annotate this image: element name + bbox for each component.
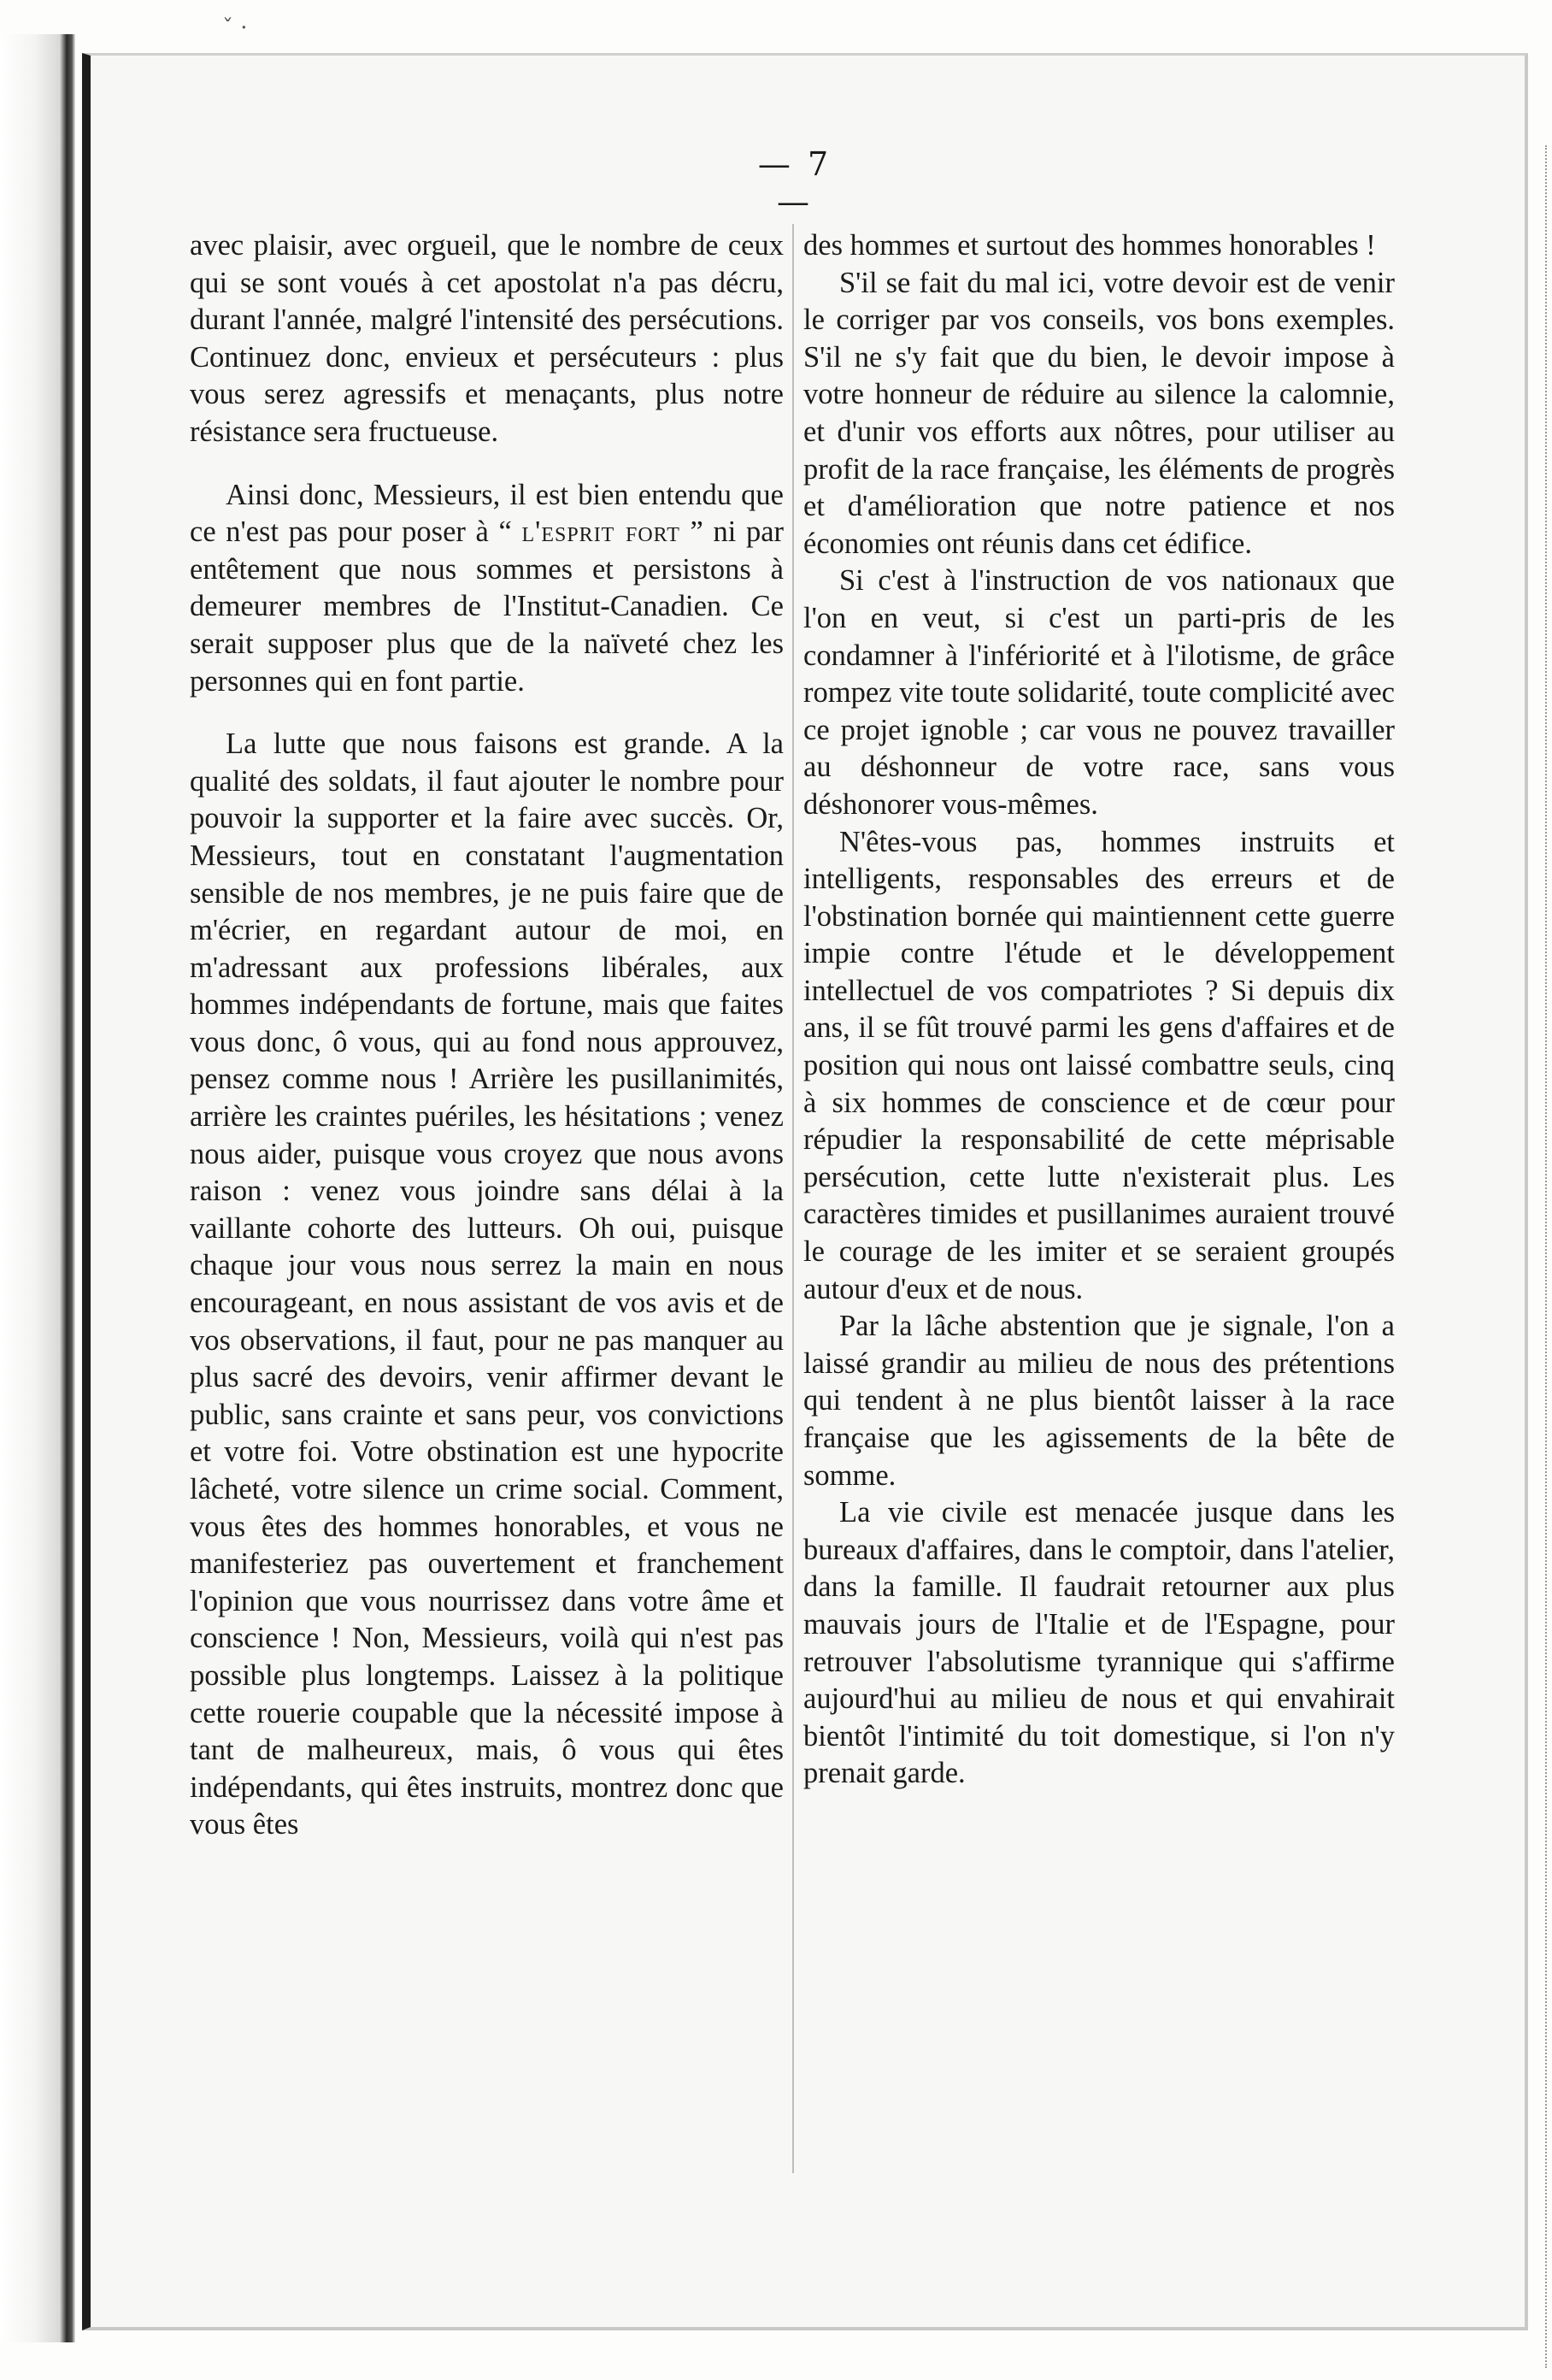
small-caps-phrase: l'esprit fort bbox=[521, 515, 680, 549]
paragraph-text: ” ni par entêtement que nous sommes et persistons à demeurer membres de l'Institut-Canadien. Ce serait supposer plus que de la naïveté chez les personnes qui en font partie. bbox=[190, 515, 784, 698]
paragraph: S'il se fait du mal ici, votre devoir est de venir le corriger par vos conseils, vos bons exemples. S'il ne s'y fait que du bien, le devoir impose à votre honneur de réduire au silence la calomnie, et d'unir vos efforts aux nôtres, pour utiliser au profit de la race française, les éléments de progrès et d'amélioration que notre patience et nos économies ont réunis dans cet édifice. bbox=[803, 266, 1395, 560]
paragraph-continued: avec plaisir, avec orgueil, que le nombre de ceux qui se sont voués à cet apostolat n'a pas décru, durant l'année, malgré l'intensité des persécutions. Continuez donc, envieux et persécuteurs : plus vous serez agressifs et menaçants, plus notre résistance sera fructueuse. bbox=[190, 229, 784, 448]
page-number: — 7 — bbox=[757, 145, 832, 221]
column-divider bbox=[792, 224, 794, 2173]
paragraph: La vie civile est menacée jusque dans les bureaux d'affaires, dans le comptoir, dans l'atelier, dans la famille. Il faudrait retourner aux plus mauvais jours de l'Italie et de l'Espagne, pour retrouver l'absolutisme tyrannique qui s'affirme aujourd'hui au milieu de nous et qui envahirait bientôt l'intimité du toit domestique, si l'on n'y prenait garde. bbox=[803, 1496, 1395, 1790]
paragraph-continued: des hommes et surtout des hommes honorables ! bbox=[803, 229, 1376, 262]
facing-page-edge bbox=[0, 34, 75, 2342]
scan-speck: ˇ · bbox=[222, 15, 248, 41]
left-text-column bbox=[190, 227, 784, 1844]
paragraph bbox=[190, 477, 784, 701]
paragraph: Par la lâche abstention que je signale, l'on a laissé grandir au milieu de nous des prétentions qui tendent à ne plus bientôt laisser à la race française que les agissements de la bête de somme. bbox=[803, 1310, 1395, 1492]
right-text-column bbox=[803, 227, 1395, 1793]
paragraph: La lutte que nous faisons est grande. A la qualité des soldats, il faut ajouter le nombre pour pouvoir la supporter et la faire avec succès. Or, Messieurs, tout en constatant l'augmentation sensible de nos membres, je ne puis faire que de m'écrier, en regardant autour de moi, en m'adressant aux professions libérales, aux hommes indépendants de fortune, mais que faites vous donc, ô vous, qui au fond nous approuvez, pensez comme nous ! Arrière les pusillanimités, arrière les craintes puériles, les hésitations ; venez nous aider, puisque vous croyez que nous avons raison : venez vous joindre sans délai à la vaillante cohorte des lutteurs. Oh oui, puisque chaque jour vous nous serrez la main en nous encourageant, en nous assistant de vos avis et de vos observations, il faut, pour ne pas manquer au plus sacré des devoirs, venir affirmer devant le public, sans crainte et sans peur, vos convictions et votre foi. Votre obstination est une hypocrite lâcheté, votre silence un crime social. Comment, vous êtes des hommes honorables, et vous ne manifesteriez pas ouvertement et franchement l'opinion que vous nourrissez dans votre âme et conscience ! Non, Messieurs, voilà qui n'est pas possible plus longtemps. Laissez à la politique cette rouerie coupable que la nécessité impose à tant de malheureux, mais, ô vous qui êtes indépendants, qui êtes instruits, montrez donc que vous êtes bbox=[190, 728, 784, 1841]
paragraph: Si c'est à l'instruction de vos nationaux que l'on en veut, si c'est un parti-pris de les condamner à l'infériorité et à l'ilotisme, de grâce rompez vite toute solidarité, toute complicité avec ce projet ignoble ; car vous ne pouvez travailler au déshonneur de votre race, sans vous déshonorer vous-mêmes. bbox=[803, 564, 1395, 821]
paragraph: N'êtes-vous pas, hommes instruits et intelligents, responsables des erreurs et de l'obstination bornée qui maintiennent cette guerre impie contre l'étude et le développement intellectuel de vos compatriotes ? Si depuis dix ans, il se fût trouvé parmi les gens d'affaires et de position qui nous ont laissé combattre seuls, cinq à six hommes de conscience et de cœur pour répudier la responsabilité de cette méprisable persécution, cette lutte n'existerait plus. Les caractères timides et pusillanimes auraient trouvé le courage de les imiter et se seraient groupés autour d'eux et de nous. bbox=[803, 825, 1395, 1305]
page-edge-specks bbox=[1535, 145, 1547, 2368]
paragraph-text: Ainsi donc, Messieurs, il est bien entendu que ce n'est pas pour poser à “ bbox=[190, 478, 784, 549]
